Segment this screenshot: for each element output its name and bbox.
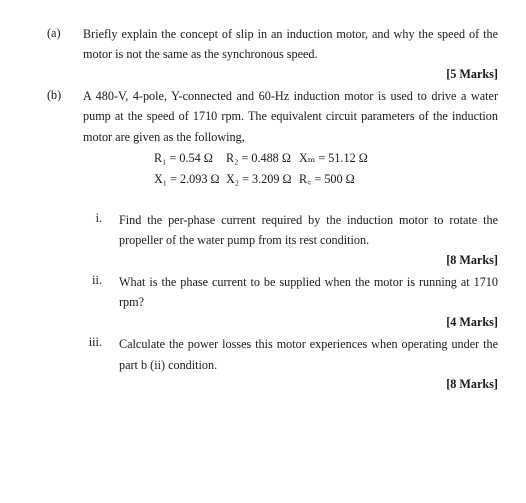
param-r1: R₁ = 0.54 Ω	[154, 151, 213, 165]
part-b-line-3: motor are given as the following,	[83, 130, 245, 144]
question-iii-line-1: Calculate the power losses this motor experiences when operating under the	[119, 337, 498, 351]
param-r2: R₂ = 0.488 Ω	[226, 151, 291, 165]
param-x1: X₁ = 2.093 Ω	[154, 172, 220, 186]
question-i-label: i.	[95, 211, 102, 225]
question-ii-marks: [4 Marks]	[446, 315, 498, 329]
part-a-line-1: Briefly explain the concept of slip in an induction motor, and why the speed of the	[83, 27, 498, 41]
param-x2: X₂ = 3.209 Ω	[226, 172, 292, 186]
question-i-line-2: propeller of the water pump from its rest condition.	[119, 233, 370, 247]
question-iii-label: iii.	[88, 335, 102, 349]
part-a-marks: [5 Marks]	[446, 67, 498, 81]
question-iii-marks: [8 Marks]	[446, 377, 498, 391]
question-i-marks: [8 Marks]	[446, 253, 498, 267]
question-ii-line-2: rpm?	[119, 295, 145, 309]
part-a-line-2: motor is not the same as the synchronous speed.	[83, 47, 318, 61]
part-b-line-1: A 480-V, 4-pole, Y-connected and 60-Hz induction motor is used to drive a water	[83, 89, 498, 103]
question-ii-line-1: What is the phase current to be supplied when the motor is running at 1710	[119, 275, 498, 289]
param-xm: Xₘ = 51.12 Ω	[299, 151, 368, 165]
param-rc: R꜀ = 500 Ω	[299, 172, 355, 186]
part-b-label: (b)	[47, 88, 62, 102]
question-ii-label: ii.	[92, 273, 102, 287]
part-b-line-2: pump at the speed of 1710 rpm. The equivalent circuit parameters of the induction	[83, 109, 498, 123]
part-a-label: (a)	[47, 26, 61, 40]
question-iii-line-2: part b (ii) condition.	[119, 358, 218, 372]
question-i-line-1: Find the per-phase current required by the induction motor to rotate the	[119, 213, 498, 227]
